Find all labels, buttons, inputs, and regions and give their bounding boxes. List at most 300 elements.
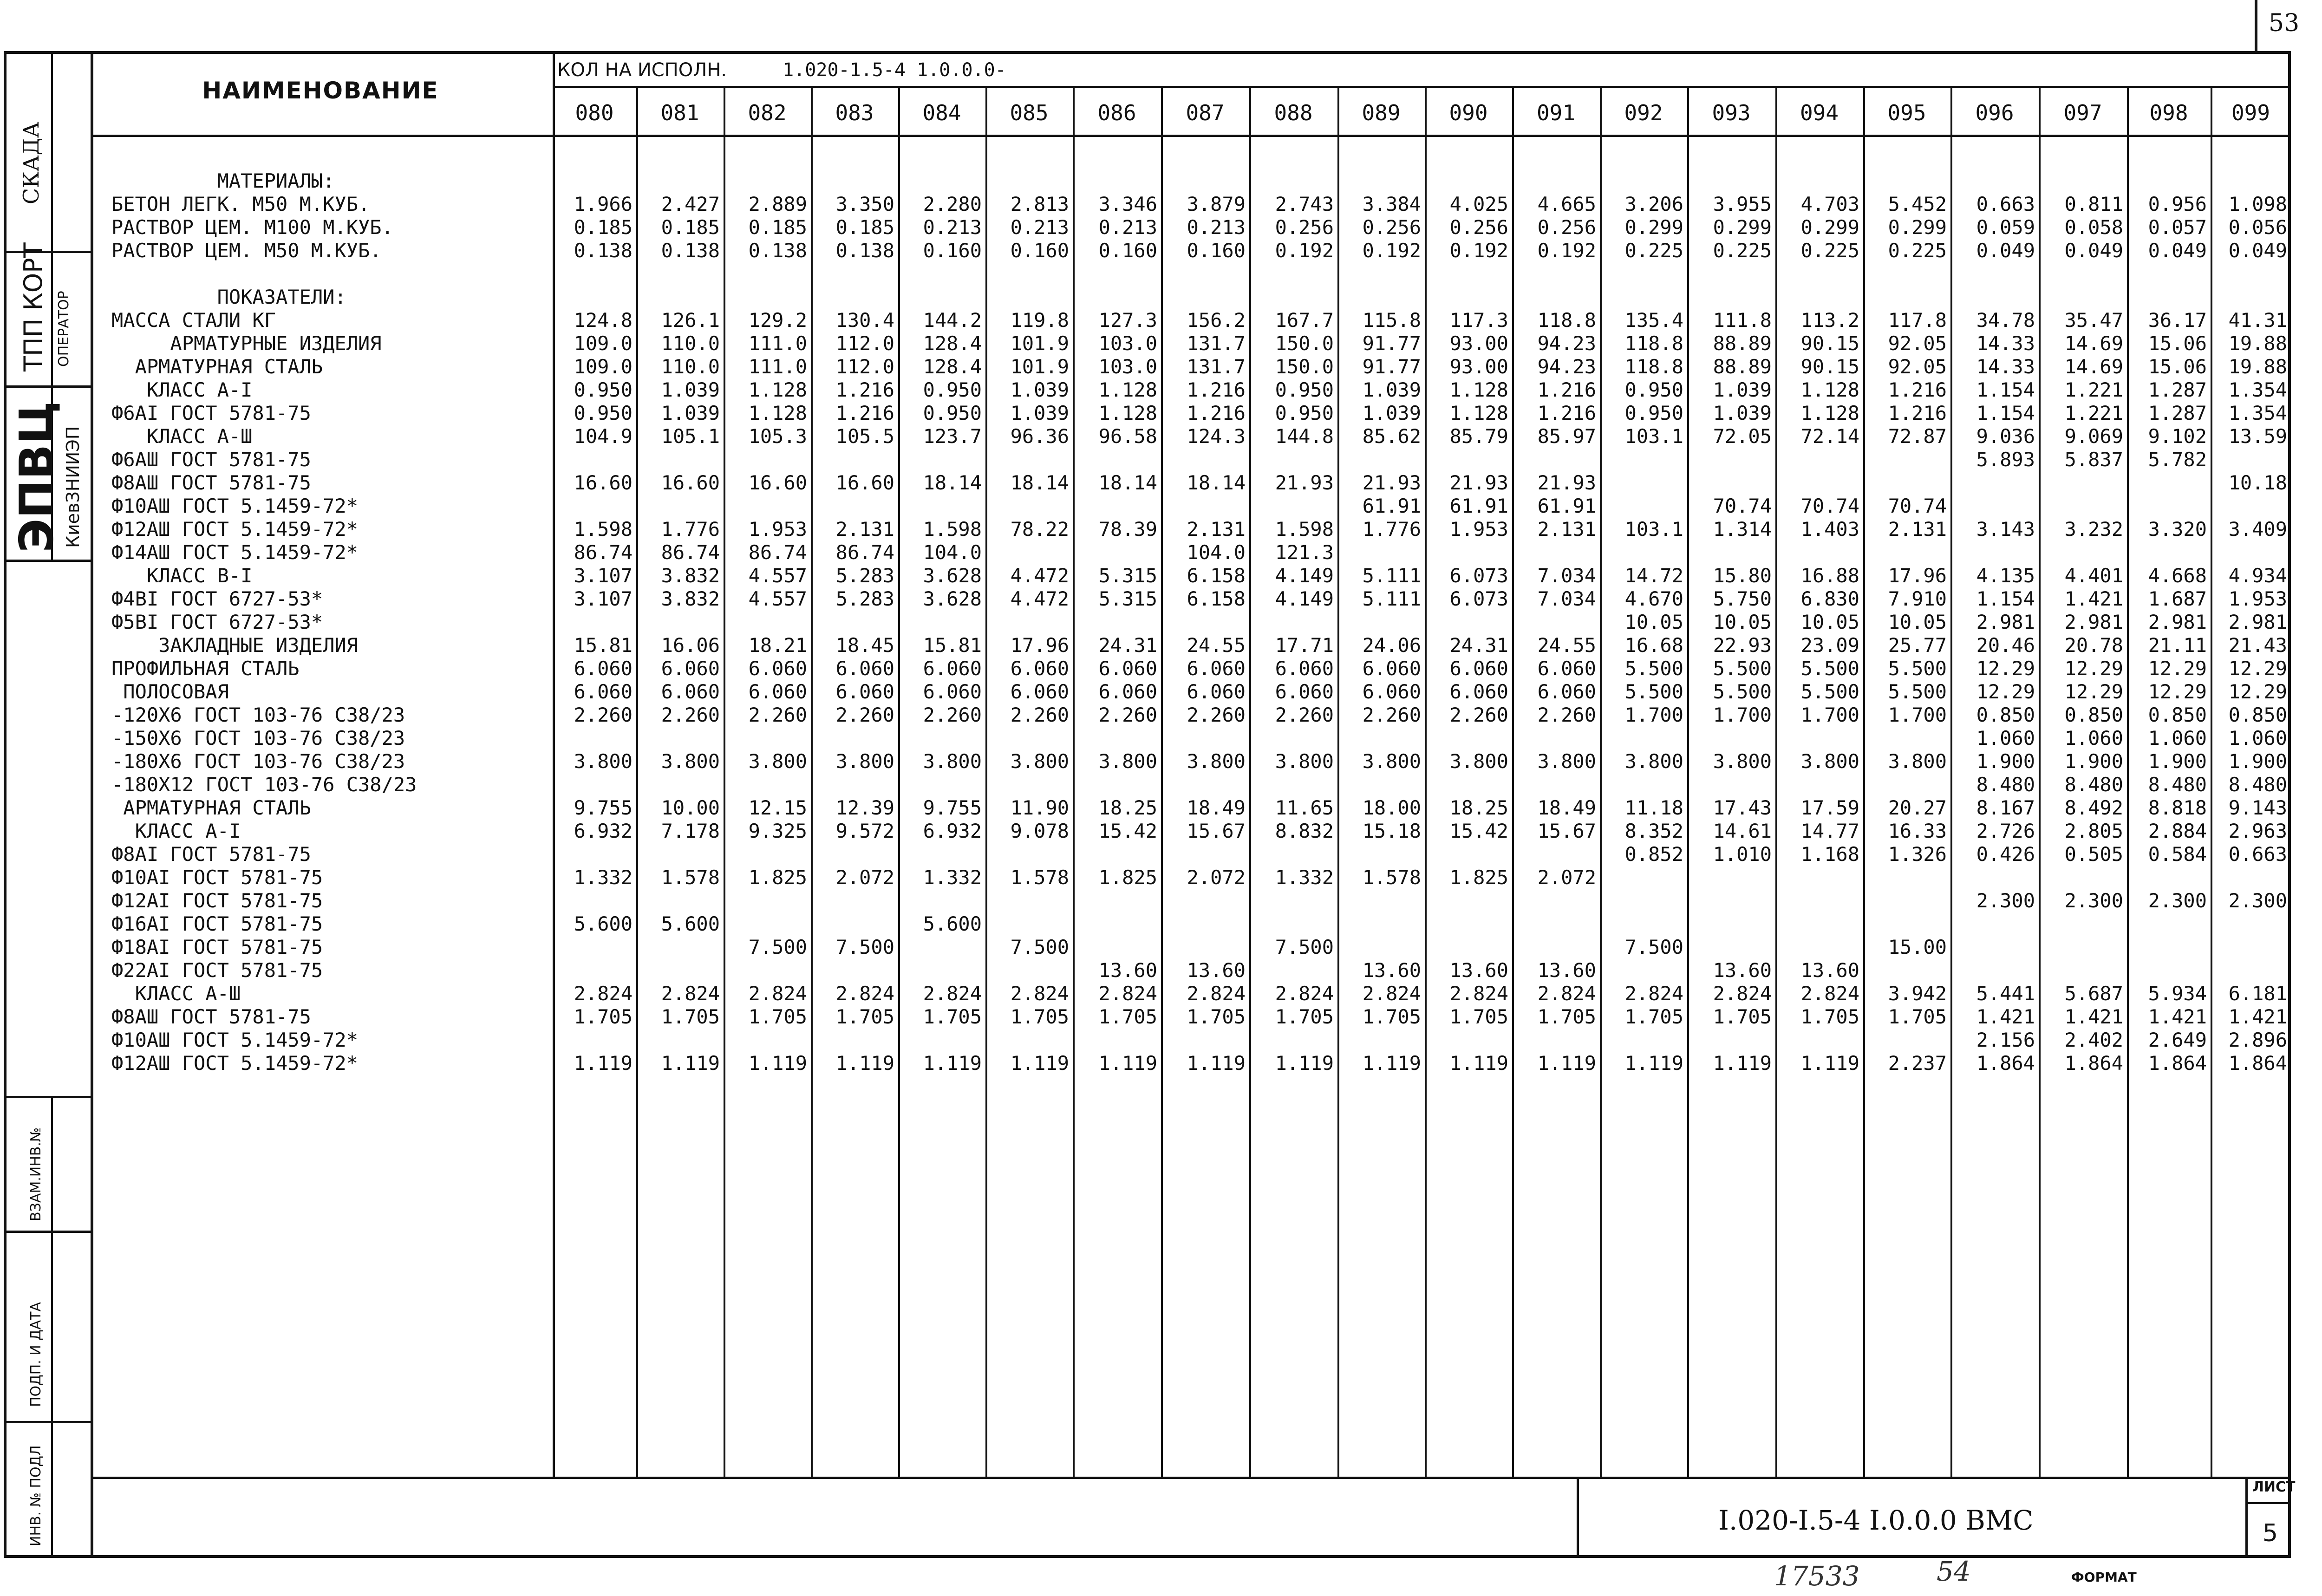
table-cell: 5.782 <box>2148 448 2207 471</box>
table-cell: 17.59 <box>1800 796 1859 819</box>
row-label: Ф12АI ГОСТ 5781-75 <box>111 889 323 912</box>
table-cell: 117.3 <box>1449 309 1508 332</box>
table-cell: 4.149 <box>1275 564 1334 587</box>
table-cell: 0.299 <box>1713 216 1772 239</box>
table-cell: 1.119 <box>1362 1052 1421 1075</box>
table-cell: 6.158 <box>1187 587 1246 610</box>
table-cell: 86.74 <box>748 541 807 564</box>
table-cell: 86.74 <box>661 541 720 564</box>
table-cell: 10.18 <box>2228 471 2287 494</box>
table-cell: 15.06 <box>2148 355 2207 378</box>
table-cell: 93.00 <box>1449 332 1508 355</box>
table-cell: 9.102 <box>2148 425 2207 448</box>
row-label: КЛАСС А-I <box>111 820 241 842</box>
table-cell: 88.89 <box>1713 355 1772 378</box>
row-label: Ф12АШ ГОСТ 5.1459-72* <box>111 518 359 541</box>
table-cell: 2.402 <box>2064 1029 2123 1051</box>
table-cell: 113.2 <box>1800 309 1859 332</box>
table-cell: 1.332 <box>1275 866 1334 889</box>
table-cell: 2.981 <box>2148 611 2207 633</box>
table-cell: 2.300 <box>2148 889 2207 912</box>
side-label-inv-orig: ИНВ. № ПОДЛ <box>28 1445 44 1546</box>
table-cell: 1.700 <box>1624 704 1683 726</box>
table-cell: 5.500 <box>1800 680 1859 703</box>
table-cell: 18.14 <box>1187 471 1246 494</box>
table-cell: 0.256 <box>1275 216 1334 239</box>
table-cell: 0.049 <box>1976 239 2035 262</box>
column-divider <box>1600 86 1602 1477</box>
table-cell: 18.14 <box>923 471 982 494</box>
table-cell: 0.950 <box>574 378 633 401</box>
table-cell: 0.299 <box>1888 216 1947 239</box>
column-header: 091 <box>1536 100 1576 125</box>
table-cell: 6.060 <box>835 657 894 680</box>
table-cell: 150.0 <box>1275 332 1334 355</box>
table-cell: 3.346 <box>1098 193 1157 215</box>
table-cell: 2.813 <box>1010 193 1069 215</box>
side-strip-sep2 <box>4 385 92 388</box>
table-cell: 22.93 <box>1713 634 1772 657</box>
table-cell: 103.1 <box>1624 425 1683 448</box>
table-cell: 0.213 <box>1187 216 1246 239</box>
table-cell: 12.29 <box>2064 680 2123 703</box>
table-cell: 14.77 <box>1800 820 1859 842</box>
table-cell: 8.818 <box>2148 796 2207 819</box>
table-cell: 3.800 <box>1275 750 1334 773</box>
table-cell: 0.192 <box>1537 239 1596 262</box>
table-cell: 72.05 <box>1713 425 1772 448</box>
table-cell: 1.421 <box>2148 1005 2207 1028</box>
table-cell: 1.128 <box>748 402 807 424</box>
table-cell: 24.31 <box>1098 634 1157 657</box>
table-cell: 0.185 <box>748 216 807 239</box>
table-cell: 6.073 <box>1449 564 1508 587</box>
table-cell: 1.900 <box>2064 750 2123 773</box>
side-strip-border <box>91 51 93 1558</box>
table-cell: 1.119 <box>1713 1052 1772 1075</box>
table-cell: 1.128 <box>1098 402 1157 424</box>
table-cell: 110.0 <box>661 332 720 355</box>
document-code: I.020-I.5-4 I.0.0.0 ВМС <box>1718 1505 2034 1536</box>
column-header: 081 <box>660 100 699 125</box>
table-cell: 12.15 <box>748 796 807 819</box>
table-cell: 3.800 <box>1888 750 1947 773</box>
table-cell: 15.42 <box>1449 820 1508 842</box>
table-cell: 2.427 <box>661 193 720 215</box>
table-cell: 9.755 <box>574 796 633 819</box>
table-cell: 1.119 <box>923 1052 982 1075</box>
table-cell: 2.300 <box>1976 889 2035 912</box>
side-label-tpp-kort: ТПП КОРТ <box>19 242 48 371</box>
table-cell: 1.578 <box>1362 866 1421 889</box>
table-cell: 1.039 <box>1010 378 1069 401</box>
stamp-sheet-sep <box>2245 1502 2291 1504</box>
table-cell: 3.800 <box>1449 750 1508 773</box>
table-cell: 12.29 <box>2148 680 2207 703</box>
table-cell: 13.60 <box>1800 959 1859 982</box>
table-cell: 1.039 <box>1713 402 1772 424</box>
table-cell: 7.500 <box>748 936 807 958</box>
table-cell: 2.824 <box>1449 982 1508 1005</box>
table-cell: 15.00 <box>1888 936 1947 958</box>
table-cell: 2.824 <box>1010 982 1069 1005</box>
table-cell: 12.29 <box>1976 680 2035 703</box>
table-cell: 16.60 <box>661 471 720 494</box>
column-divider <box>811 86 813 1477</box>
table-cell: 88.89 <box>1713 332 1772 355</box>
column-divider <box>1512 86 1514 1477</box>
table-cell: 2.260 <box>1010 704 1069 726</box>
table-cell: 1.128 <box>1098 378 1157 401</box>
table-cell: 61.91 <box>1362 495 1421 517</box>
row-label: Ф12АШ ГОСТ 5.1459-72* <box>111 1052 359 1075</box>
column-divider <box>2211 86 2212 1477</box>
table-cell: 1.039 <box>661 402 720 424</box>
table-cell: 2.300 <box>2064 889 2123 912</box>
table-cell: 1.776 <box>661 518 720 541</box>
table-cell: 5.934 <box>2148 982 2207 1005</box>
table-cell: 7.500 <box>1624 936 1683 958</box>
table-cell: 18.14 <box>1010 471 1069 494</box>
table-cell: 3.232 <box>2064 518 2123 541</box>
table-cell: 0.138 <box>574 239 633 262</box>
column-divider <box>1161 86 1163 1477</box>
table-cell: 1.705 <box>574 1005 633 1028</box>
table-cell: 6.060 <box>1187 657 1246 680</box>
table-cell: 1.326 <box>1888 843 1947 866</box>
table-cell: 6.060 <box>1449 680 1508 703</box>
table-cell: 1.039 <box>661 378 720 401</box>
table-cell: 12.29 <box>2064 657 2123 680</box>
table-cell: 15.42 <box>1098 820 1157 842</box>
table-cell: 0.056 <box>2228 216 2287 239</box>
table-cell: 13.60 <box>1449 959 1508 982</box>
table-cell: 8.167 <box>1976 796 2035 819</box>
table-cell: 4.149 <box>1275 587 1334 610</box>
table-cell: 3.206 <box>1624 193 1683 215</box>
table-cell: 4.670 <box>1624 587 1683 610</box>
column-header: 087 <box>1186 100 1225 125</box>
table-cell: 2.963 <box>2228 820 2287 842</box>
table-cell: 2.824 <box>1187 982 1246 1005</box>
table-cell: 103.1 <box>1624 518 1683 541</box>
column-divider <box>1337 86 1339 1477</box>
table-cell: 1.900 <box>2228 750 2287 773</box>
table-cell: 3.800 <box>1187 750 1246 773</box>
table-cell: 9.036 <box>1976 425 2035 448</box>
table-cell: 72.87 <box>1888 425 1947 448</box>
row-label: Ф22АI ГОСТ 5781-75 <box>111 959 323 982</box>
table-cell: 2.260 <box>1187 704 1246 726</box>
handwritten-page: 54 <box>1937 1556 1971 1587</box>
table-cell: 1.825 <box>748 866 807 889</box>
table-cell: 1.119 <box>574 1052 633 1075</box>
table-cell: 0.950 <box>1624 402 1683 424</box>
table-cell: 2.824 <box>1537 982 1596 1005</box>
stamp-code-divider <box>1577 1477 1579 1558</box>
table-cell: 2.884 <box>2148 820 2207 842</box>
table-cell: 156.2 <box>1187 309 1246 332</box>
column-header: 084 <box>922 100 961 125</box>
table-cell: 101.9 <box>1010 355 1069 378</box>
table-cell: 92.05 <box>1888 332 1947 355</box>
table-cell: 7.500 <box>1275 936 1334 958</box>
table-cell: 3.832 <box>661 587 720 610</box>
table-cell: 14.61 <box>1713 820 1772 842</box>
table-cell: 14.33 <box>1976 355 2035 378</box>
column-header: 085 <box>1010 100 1049 125</box>
column-divider <box>1950 86 1952 1477</box>
table-cell: 104.9 <box>574 425 633 448</box>
table-cell: 1.705 <box>1449 1005 1508 1028</box>
table-cell: 0.663 <box>1976 193 2035 215</box>
table-cell: 1.154 <box>1976 402 2035 424</box>
table-cell: 9.572 <box>835 820 894 842</box>
table-cell: 24.31 <box>1449 634 1508 657</box>
column-header: 094 <box>1800 100 1839 125</box>
table-cell: 0.950 <box>923 402 982 424</box>
table-cell: 7.500 <box>1010 936 1069 958</box>
table-cell: 1.403 <box>1800 518 1859 541</box>
table-cell: 1.354 <box>2228 402 2287 424</box>
side-label-org-short: ЭПВЦ <box>9 401 64 553</box>
table-cell: 7.034 <box>1537 564 1596 587</box>
table-cell: 16.88 <box>1800 564 1859 587</box>
table-cell: 3.800 <box>1624 750 1683 773</box>
table-cell: 129.2 <box>748 309 807 332</box>
table-cell: 0.950 <box>1275 402 1334 424</box>
table-cell: 1.060 <box>2148 727 2207 749</box>
table-cell: 6.060 <box>1537 680 1596 703</box>
table-cell: 1.953 <box>2228 587 2287 610</box>
table-cell: 2.260 <box>1275 704 1334 726</box>
table-cell: 115.8 <box>1362 309 1421 332</box>
table-cell: 6.060 <box>1010 657 1069 680</box>
table-cell: 15.06 <box>2148 332 2207 355</box>
table-cell: 1.598 <box>1275 518 1334 541</box>
table-cell: 1.598 <box>923 518 982 541</box>
table-cell: 0.160 <box>1098 239 1157 262</box>
table-cell: 0.256 <box>1449 216 1508 239</box>
table-cell: 96.58 <box>1098 425 1157 448</box>
table-cell: 4.135 <box>1976 564 2035 587</box>
table-cell: 6.830 <box>1800 587 1859 610</box>
table-cell: 1.119 <box>1624 1052 1683 1075</box>
row-label: РАСТВОР ЦЕМ. М100 М.КУБ. <box>111 216 393 239</box>
table-cell: 1.216 <box>835 402 894 424</box>
table-cell: 1.700 <box>1713 704 1772 726</box>
table-cell: 1.953 <box>748 518 807 541</box>
table-cell: 0.950 <box>923 378 982 401</box>
column-divider <box>1073 86 1075 1477</box>
table-cell: 21.93 <box>1275 471 1334 494</box>
column-divider <box>724 86 725 1477</box>
row-label: ПОЛОСОВАЯ <box>111 680 229 703</box>
table-cell: 15.80 <box>1713 564 1772 587</box>
table-cell: 4.025 <box>1449 193 1508 215</box>
table-cell: 5.837 <box>2064 448 2123 471</box>
table-cell: 3.350 <box>835 193 894 215</box>
table-cell: 17.96 <box>1010 634 1069 657</box>
table-cell: 18.21 <box>748 634 807 657</box>
table-cell: 12.29 <box>1976 657 2035 680</box>
table-cell: 8.480 <box>2228 773 2287 796</box>
table-cell: 1.128 <box>1800 378 1859 401</box>
table-cell: 3.800 <box>1800 750 1859 773</box>
table-cell: 0.213 <box>1098 216 1157 239</box>
table-cell: 2.280 <box>923 193 982 215</box>
table-cell: 2.981 <box>2064 611 2123 633</box>
table-cell: 5.500 <box>1800 657 1859 680</box>
table-cell: 1.039 <box>1362 378 1421 401</box>
table-cell: 6.060 <box>1275 680 1334 703</box>
table-cell: 14.69 <box>2064 355 2123 378</box>
column-divider <box>2127 86 2129 1477</box>
table-cell: 1.705 <box>835 1005 894 1028</box>
table-cell: 1.060 <box>2228 727 2287 749</box>
table-cell: 13.60 <box>1537 959 1596 982</box>
row-label: РАСТВОР ЦЕМ. М50 М.КУБ. <box>111 239 382 262</box>
table-cell: 34.78 <box>1976 309 2035 332</box>
table-cell: 3.384 <box>1362 193 1421 215</box>
table-cell: 118.8 <box>1624 332 1683 355</box>
table-cell: 167.7 <box>1275 309 1334 332</box>
table-cell: 144.2 <box>923 309 982 332</box>
table-cell: 6.060 <box>1449 657 1508 680</box>
table-cell: 21.11 <box>2148 634 2207 657</box>
column-header: 097 <box>2063 100 2102 125</box>
table-cell: 1.687 <box>2148 587 2207 610</box>
table-cell: 1.705 <box>1275 1005 1334 1028</box>
table-cell: 3.879 <box>1187 193 1246 215</box>
table-cell: 0.160 <box>1010 239 1069 262</box>
table-cell: 2.072 <box>835 866 894 889</box>
table-cell: 0.059 <box>1976 216 2035 239</box>
table-cell: 19.88 <box>2228 355 2287 378</box>
table-cell: 5.893 <box>1976 448 2035 471</box>
format-label: ФОРМАТ <box>2071 1570 2137 1585</box>
table-cell: 5.441 <box>1976 982 2035 1005</box>
table-cell: 91.77 <box>1362 355 1421 378</box>
table-cell: 0.256 <box>1362 216 1421 239</box>
table-cell: 8.480 <box>2148 773 2207 796</box>
table-cell: 3.800 <box>1713 750 1772 773</box>
table-cell: 0.505 <box>2064 843 2123 866</box>
sheet-number: 5 <box>2263 1519 2278 1547</box>
table-cell: 0.852 <box>1624 843 1683 866</box>
table-cell: 0.049 <box>2228 239 2287 262</box>
table-cell: 2.824 <box>1624 982 1683 1005</box>
table-cell: 19.88 <box>2228 332 2287 355</box>
table-cell: 3.628 <box>923 564 982 587</box>
table-cell: 1.705 <box>1888 1005 1947 1028</box>
table-cell: 1.119 <box>1275 1052 1334 1075</box>
table-cell: 0.850 <box>2228 704 2287 726</box>
table-cell: 5.315 <box>1098 564 1157 587</box>
table-cell: 1.705 <box>1713 1005 1772 1028</box>
header-name-label: НАИМЕНОВАНИЕ <box>202 77 439 104</box>
column-header: 099 <box>2231 100 2270 125</box>
table-cell: 5.283 <box>835 587 894 610</box>
table-cell: 85.62 <box>1362 425 1421 448</box>
page-number-divider <box>2255 0 2257 53</box>
table-cell: 2.072 <box>1537 866 1596 889</box>
table-cell: 0.956 <box>2148 193 2207 215</box>
side-label-sign-date: ПОДП. И ДАТА <box>28 1302 44 1407</box>
table-cell: 0.950 <box>1275 378 1334 401</box>
table-cell: 25.77 <box>1888 634 1947 657</box>
row-label: КЛАСС В-I <box>111 564 253 587</box>
table-cell: 4.665 <box>1537 193 1596 215</box>
table-cell: 18.49 <box>1537 796 1596 819</box>
table-cell: 0.058 <box>2064 216 2123 239</box>
table-cell: 6.060 <box>1537 657 1596 680</box>
table-cell: 1.705 <box>1187 1005 1246 1028</box>
table-cell: 3.800 <box>661 750 720 773</box>
table-cell: 14.33 <box>1976 332 2035 355</box>
table-cell: 0.811 <box>2064 193 2123 215</box>
side-strip-sep6 <box>4 1421 92 1423</box>
page-number-top: 53 <box>2269 9 2300 37</box>
side-strip-sep3 <box>4 560 92 562</box>
row-label: КЛАСС А-I <box>111 378 253 401</box>
row-label: Ф8АI ГОСТ 5781-75 <box>111 843 311 866</box>
table-cell: 1.354 <box>2228 378 2287 401</box>
table-cell: 1.128 <box>1449 378 1508 401</box>
table-cell: 90.15 <box>1800 332 1859 355</box>
table-cell: 6.060 <box>661 680 720 703</box>
table-cell: 8.492 <box>2064 796 2123 819</box>
table-cell: 0.213 <box>923 216 982 239</box>
table-cell: 1.221 <box>2064 402 2123 424</box>
table-cell: 5.500 <box>1888 657 1947 680</box>
side-strip-sep5 <box>4 1231 92 1233</box>
table-cell: 0.160 <box>923 239 982 262</box>
table-cell: 2.981 <box>1976 611 2035 633</box>
table-cell: 123.7 <box>923 425 982 448</box>
column-header: 092 <box>1624 100 1663 125</box>
table-cell: 6.060 <box>748 680 807 703</box>
table-cell: 1.039 <box>1362 402 1421 424</box>
table-cell: 6.060 <box>1098 680 1157 703</box>
table-cell: 0.950 <box>1624 378 1683 401</box>
table-cell: 5.750 <box>1713 587 1772 610</box>
table-cell: 0.426 <box>1976 843 2035 866</box>
column-header: 098 <box>2149 100 2188 125</box>
table-cell: 96.36 <box>1010 425 1069 448</box>
table-cell: 6.060 <box>835 680 894 703</box>
column-header: 083 <box>835 100 874 125</box>
column-header: 090 <box>1449 100 1488 125</box>
column-divider <box>636 86 638 1477</box>
table-cell: 0.049 <box>2148 239 2207 262</box>
table-cell: 2.131 <box>1537 518 1596 541</box>
table-cell: 3.832 <box>661 564 720 587</box>
table-cell: 6.060 <box>1362 657 1421 680</box>
table-cell: 94.23 <box>1537 355 1596 378</box>
column-header: 088 <box>1274 100 1313 125</box>
table-cell: 0.256 <box>1537 216 1596 239</box>
table-cell: 1.168 <box>1800 843 1859 866</box>
table-cell: 0.225 <box>1888 239 1947 262</box>
table-cell: 1.216 <box>1537 378 1596 401</box>
table-cell: 2.300 <box>2228 889 2287 912</box>
table-cell: 6.060 <box>1362 680 1421 703</box>
table-cell: 2.824 <box>1713 982 1772 1005</box>
column-divider <box>1249 86 1251 1477</box>
table-cell: 0.299 <box>1800 216 1859 239</box>
table-cell: 93.00 <box>1449 355 1508 378</box>
